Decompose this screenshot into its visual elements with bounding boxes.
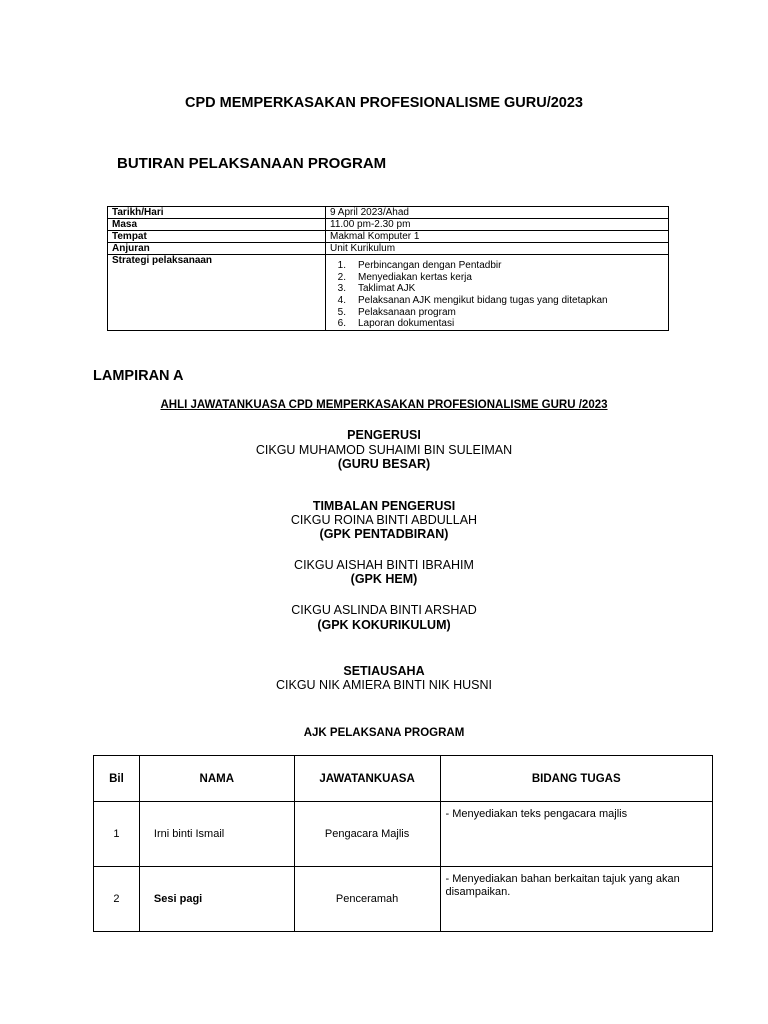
details-row-tarikh [108, 207, 669, 219]
timbalan-member-name: CIKGU AISHAH BINTI IBRAHIM [294, 558, 474, 572]
list-number: 1. [337, 260, 346, 271]
details-value: 9 April 2023/Ahad [326, 207, 669, 219]
timbalan-member-post: (GPK HEM) [350, 572, 418, 586]
ajk-heading: AJK PELAKSANA PROGRAM [303, 727, 465, 739]
details-row-masa [108, 219, 669, 231]
section-heading: BUTIRAN PELAKSANAAN PROGRAM [117, 155, 387, 172]
details-value: Makmal Komputer 1 [326, 231, 669, 243]
list-number: 6. [337, 318, 346, 330]
list-item [330, 318, 664, 330]
list-text: Menyediakan kertas kerja [358, 271, 472, 283]
cell-jawatankuasa: Pengacara Majlis [294, 802, 440, 867]
list-text: Laporan dokumentasi [358, 318, 455, 330]
ajk-table-header [94, 756, 713, 802]
list-item [330, 260, 664, 272]
details-value: 11.00 pm-2.30 pm [326, 219, 669, 231]
cell-bil: 2 [94, 867, 140, 932]
details-label: Masa [108, 219, 326, 231]
table-row [94, 802, 713, 867]
setiausaha-name: CIKGU NIK AMIERA BINTI NIK HUSNI [275, 678, 492, 692]
cell-nama: Sesi pagi [139, 867, 294, 932]
list-number: 4. [337, 295, 346, 307]
details-label: Strategi pelaksanaan [108, 255, 326, 331]
pengerusi-role: PENGERUSI [347, 428, 421, 442]
timbalan-role: TIMBALAN PENGERUSI [312, 499, 456, 513]
setiausaha-role: SETIAUSAHA [343, 664, 425, 678]
cell-nama: Irni binti Ismail [139, 802, 294, 867]
cell-jawatankuasa: Penceramah [294, 867, 440, 932]
list-number: 2. [337, 271, 346, 283]
pengerusi-name: CIKGU MUHAMOD SUHAIMI BIN SULEIMAN [255, 443, 513, 457]
list-number: 3. [337, 283, 346, 295]
column-header-bil: Bil [94, 756, 140, 802]
column-header-nama: NAMA [139, 756, 294, 802]
details-label: Tarikh/Hari [108, 207, 326, 219]
cell-bidang-tugas: - Menyediakan bahan berkaitan tajuk yang akan disampaikan. [440, 867, 713, 932]
details-row-tempat [108, 231, 669, 243]
cell-bil: 1 [94, 802, 140, 867]
timbalan-member-post: (GPK KOKURIKULUM) [317, 618, 451, 632]
details-label: Anjuran [108, 243, 326, 255]
pengerusi-post: (GURU BESAR) [337, 457, 431, 471]
table-row [94, 867, 713, 932]
list-item [330, 307, 664, 319]
timbalan-member-name: CIKGU ROINA BINTI ABDULLAH [290, 513, 478, 527]
program-details-table [107, 206, 669, 331]
details-row-anjuran [108, 243, 669, 255]
cell-bidang-tugas: - Menyediakan teks pengacara majlis [440, 802, 713, 867]
column-header-bidang-tugas: BIDANG TUGAS [440, 756, 713, 802]
list-item [330, 295, 664, 307]
details-row-strategi [108, 255, 669, 331]
document-title: CPD MEMPERKASAKAN PROFESIONALISME GURU/2023 [185, 95, 583, 111]
details-label: Tempat [108, 231, 326, 243]
timbalan-member-post: (GPK PENTADBIRAN) [319, 527, 449, 541]
list-number: 5. [337, 306, 346, 318]
details-value: Unit Kurikulum [326, 243, 669, 255]
list-text: Pelaksanan AJK mengikut bidang tugas yang ditetapkan [358, 295, 608, 307]
lampiran-heading: LAMPIRAN A [93, 368, 184, 384]
list-text: Perbincangan dengan Pentadbir [358, 260, 502, 271]
list-item [330, 272, 664, 284]
strategy-list [330, 260, 664, 330]
strategy-cell [326, 255, 669, 331]
list-text: Taklimat AJK [358, 283, 416, 295]
list-item [330, 283, 664, 295]
list-text: Pelaksanaan program [358, 306, 456, 318]
ajk-table [93, 755, 713, 932]
committee-title: AHLI JAWATANKUASA CPD MEMPERKASAKAN PROFESIONALISME GURU /2023 [160, 399, 608, 411]
column-header-jawatankuasa: JAWATANKUASA [294, 756, 440, 802]
timbalan-member-name: CIKGU ASLINDA BINTI ARSHAD [291, 603, 477, 617]
